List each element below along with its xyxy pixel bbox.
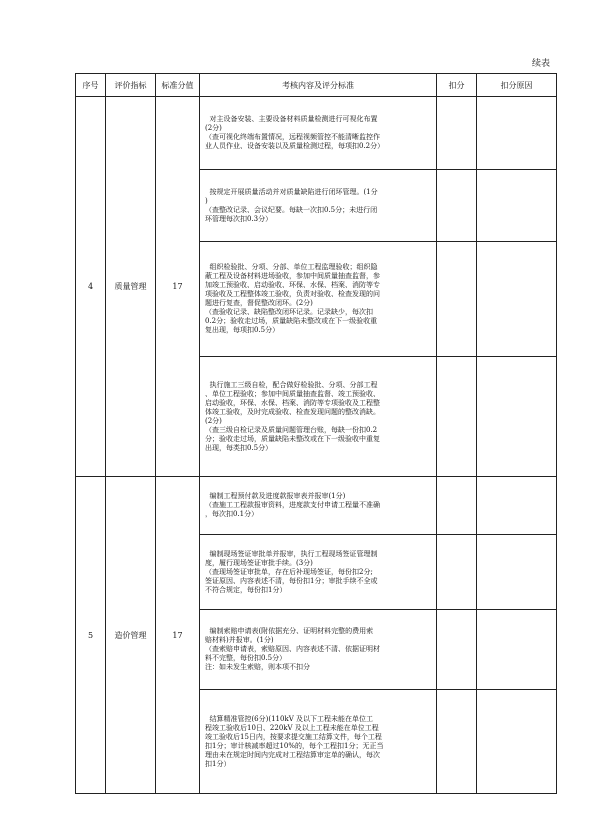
criteria-text: 组织检验批、分项、分部、单位工程监理验收；组织隐 蔽工程及设备材料进场验收，参加中间质量抽查监督，参 加竣工预验收、启动验收、环保、水保、档案、消防等专 项验收及工程整体竣工验收，负责对验收、检查发现的问 题进行复查，督促整改闭环。(2分) （查验收记录、缺陷整改闭环记录。记录缺少，每次扣 0.2分；验收走过场，质量缺陷未整改或在下一级验收重 复出现，每项扣0.5分） xyxy=(205,263,380,334)
deduction-cell[interactable] xyxy=(437,357,477,477)
reason-cell[interactable] xyxy=(477,97,557,170)
row-indicator: 质量管理 xyxy=(106,97,156,477)
continued-label: 续表 xyxy=(531,59,550,69)
header-deduction: 扣分 xyxy=(437,74,477,97)
row-indicator: 造价管理 xyxy=(106,477,156,794)
row-score: 17 xyxy=(156,477,200,794)
reason-cell[interactable] xyxy=(477,610,557,690)
evaluation-table xyxy=(75,73,557,794)
reason-cell[interactable] xyxy=(477,242,557,357)
table-row xyxy=(76,97,557,170)
reason-cell[interactable] xyxy=(477,170,557,242)
header-indicator: 评价指标 xyxy=(106,74,156,97)
header-content: 考核内容及评分标准 xyxy=(200,74,437,97)
header-score: 标准分值 xyxy=(156,74,200,97)
criteria-text: 编制现场签证审批单并报审，执行工程现场签证管理制 度，履行现场签证审批手续。(3分) （查现场签证审批单，存在后补现场签证，每份扣2分; 签证原因、内容表述不清，每份扣1分；审批手续不全或 不符合规定，每份扣1分） xyxy=(205,549,378,594)
row-no: 4 xyxy=(76,97,106,477)
criteria-text: 编制工程预付款及进度款报审表并报审(1分) （查施工工程款报审资料，进度款支付申请工程量不准确 ，每次扣0.1分） xyxy=(205,492,380,518)
criteria-cell xyxy=(200,690,437,794)
deduction-cell[interactable] xyxy=(437,242,477,357)
reason-cell[interactable] xyxy=(477,477,557,535)
criteria-text: 编制索赔申请表(附依据充分、证明材料完整的费用索 赔材料)并报审。(1分) （查索赔申请表，索赔原因、内容表述不清、依据证明材 料不完整，每份扣0.5分） 注：如未发生索赔，则本项不扣分 xyxy=(205,627,380,671)
header-row xyxy=(76,74,557,97)
deduction-cell[interactable] xyxy=(437,690,477,794)
criteria-cell xyxy=(200,170,437,242)
reason-cell[interactable] xyxy=(477,357,557,477)
row-no: 5 xyxy=(76,477,106,794)
criteria-text: 执行施工三级自检，配合做好检验批、分项、分部工程 、单位工程验收；参加中间质量抽查监督、竣工预验收、 启动验收，环保、水保、档案、消防等专项验收及工程整 体竣工验收，及时完成验收、检查发现问题的整改消缺。 (2分) （查三级自检记录及质量问题管理台账，每缺一份扣0.2 分；验收走过场，质量缺陷未整改或在下一级验收中重复 出现，每类扣0.5分） xyxy=(205,380,380,452)
row-score: 17 xyxy=(156,97,200,477)
header-reason: 扣分原因 xyxy=(477,74,557,97)
deduction-cell[interactable] xyxy=(437,535,477,610)
deduction-cell[interactable] xyxy=(437,610,477,690)
reason-cell[interactable] xyxy=(477,690,557,794)
header-no: 序号 xyxy=(76,74,106,97)
table-row xyxy=(76,477,557,535)
criteria-cell xyxy=(200,357,437,477)
criteria-text: 对主设备安装、主要设备材料质量检测进行可视化布置 (2分) （查可视化终端布置情况，远程视频管控不能清晰监控作 业人员作业、设备安装以及质量检测过程，每项扣0.2分） xyxy=(205,115,385,150)
criteria-cell xyxy=(200,535,437,610)
criteria-text: 按规定开展质量活动并对质量缺陷进行闭环管理。(1分 ) （查整改记录、会议纪要。每缺一次扣0.5分；未进行闭 环管理每次扣0.3分） xyxy=(205,187,378,223)
deduction-cell[interactable] xyxy=(437,97,477,170)
deduction-cell[interactable] xyxy=(437,170,477,242)
criteria-cell xyxy=(200,610,437,690)
reason-cell[interactable] xyxy=(477,535,557,610)
criteria-text: 结算精准管控(6分)(110kV 及以下工程未能在单位工 程竣工验收后10日、220kV 及以上工程未能在单位工程 竣工验收后15日内，按要求提交施工结算文件，每个工程 扣1分；审计核减率超过10%的，每个工程扣1分；无正当 理由未在规定时间内完成对工程结算审定单的确认，每次 扣1分） xyxy=(205,714,384,768)
deduction-cell[interactable] xyxy=(437,477,477,535)
criteria-cell xyxy=(200,477,437,535)
criteria-cell xyxy=(200,97,437,170)
criteria-cell xyxy=(200,242,437,357)
